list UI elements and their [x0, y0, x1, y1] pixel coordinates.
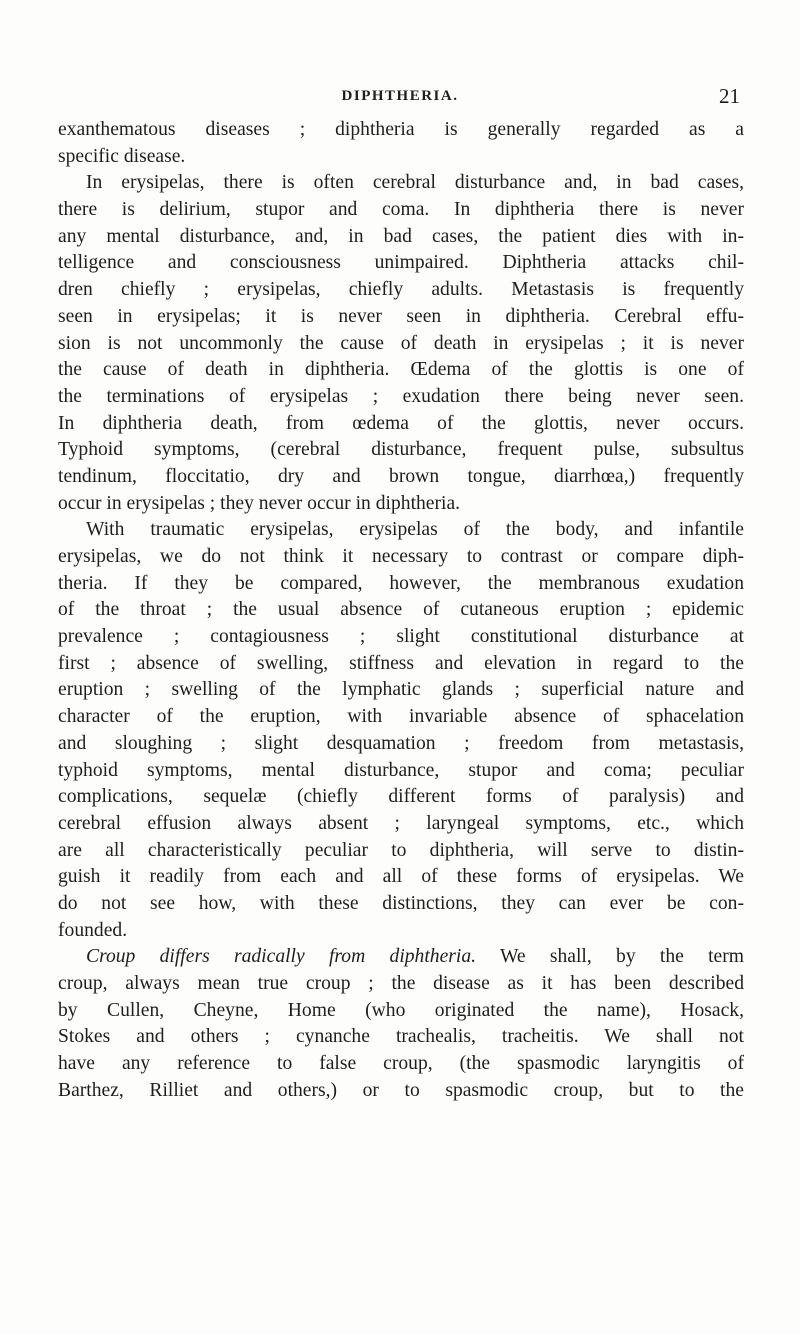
text-line: guish it readily from each and all of these forms of erysipelas. We [58, 866, 744, 888]
text-line: theria. If they be compared, however, the membranous exudation [58, 572, 744, 594]
text-line: cerebral effusion always absent ; laryngeal symptoms, etc., which [58, 812, 744, 834]
text-line: tendinum, floccitatio, dry and brown tongue, diarrhœa,) frequently [58, 465, 744, 487]
text-line: there is delirium, stupor and coma. In diphtheria there is never [58, 199, 744, 221]
text-line: occur in erysipelas ; they never occur in diphtheria. [58, 492, 461, 514]
text-line-croup [58, 944, 744, 971]
text-line: any mental disturbance, and, in bad cases, the patient dies with in- [58, 225, 744, 247]
text-line: With traumatic erysipelas, erysipelas of the body, and infantile [86, 519, 744, 541]
text-line: telligence and consciousness unimpaired. Diphtheria attacks chil- [58, 252, 744, 274]
text-line: dren chiefly ; erysipelas, chiefly adults. Metastasis is frequently [58, 279, 744, 301]
text-line: eruption ; swelling of the lymphatic glands ; superficial nature and [58, 679, 744, 701]
text-line: complications, sequelæ (chiefly different forms of paralysis) and [58, 786, 744, 808]
body-text [58, 117, 744, 1104]
text-line: and sloughing ; slight desquamation ; freedom from metastasis, [58, 732, 744, 754]
text-line: erysipelas, we do not think it necessary to contrast or compare diph- [58, 546, 744, 567]
text-line: seen in erysipelas; it is never seen in diphtheria. Cerebral effu- [58, 305, 744, 327]
text-line: sion is not uncommonly the cause of death in erysipelas ; it is never [58, 332, 744, 354]
text-line: In erysipelas, there is often cerebral disturbance and, in bad cases, [86, 172, 744, 194]
text-line: Barthez, Rilliet and others,) or to spasmodic croup, but to the [58, 1079, 744, 1101]
text-line: by Cullen, Cheyne, Home (who originated the name), Hosack, [58, 999, 744, 1021]
text-line: prevalence ; contagiousness ; slight constitutional disturbance at [58, 626, 744, 648]
text-line: are all characteristically peculiar to diphtheria, will serve to distin- [58, 839, 744, 861]
text-line: croup, always mean true croup ; the disease as it has been described [58, 973, 744, 994]
text-line: specific disease. [58, 145, 186, 167]
text-line: founded. [58, 919, 128, 941]
text-line: of the throat ; the usual absence of cutaneous eruption ; epidemic [58, 599, 744, 621]
text-line: exanthematous diseases ; diphtheria is generally regarded as a [58, 119, 744, 140]
text-line: Typhoid symptoms, (cerebral disturbance, frequent pulse, subsultus [58, 439, 744, 461]
text-line: the cause of death in diphtheria. Œdema of the glottis is one of [58, 359, 744, 381]
text-line: have any reference to false croup, (the spasmodic laryngitis of [58, 1053, 744, 1075]
text-line: In diphtheria death, from œdema of the glottis, never occurs. [58, 412, 744, 434]
text-line: typhoid symptoms, mental disturbance, stupor and coma; peculiar [58, 759, 744, 781]
text-line: the terminations of erysipelas ; exudation there being never seen. [58, 385, 744, 407]
text-line: do not see how, with these distinctions, they can ever be con- [58, 892, 744, 914]
running-title: DIPHTHERIA. [341, 88, 459, 104]
croup-lead-italic: Croup differs radically from diphtheria. [86, 946, 477, 968]
running-head [60, 86, 740, 110]
text-line: character of the eruption, with invariable absence of sphacelation [58, 706, 744, 728]
page-number: 21 [719, 84, 740, 108]
text-line: Stokes and others ; cynanche trachealis, tracheitis. We shall not [58, 1026, 744, 1048]
croup-lead-rest: We shall, by the term [499, 946, 745, 968]
text-line: first ; absence of swelling, stiffness and elevation in regard to the [58, 652, 744, 674]
